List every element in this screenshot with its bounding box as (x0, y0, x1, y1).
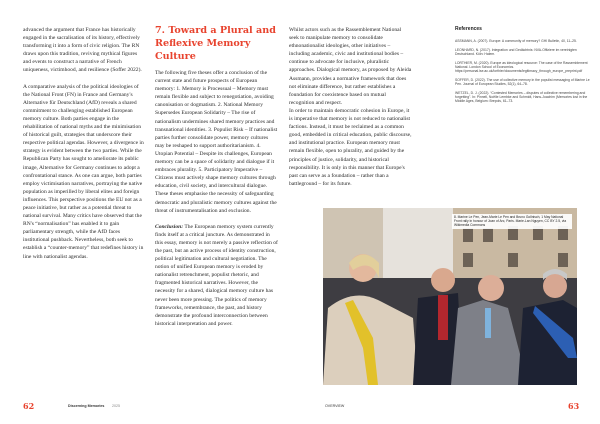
page-number-right: 63 (568, 401, 580, 411)
issue-label: 2025 (112, 404, 120, 408)
theses-paragraph (155, 69, 278, 215)
rally-photo (323, 208, 577, 385)
right-text-column (289, 26, 412, 196)
page-number-left: 62 (23, 401, 35, 411)
publication-name: Discerning Memories (68, 404, 105, 408)
reference-item: LEONHARD, N. (2017). Integration und Gedächtnis: NVA-Offiziere im vereinigten Deutschland. Köln: Halem. (455, 47, 577, 57)
paragraph: Whilst actors such as the Rassemblement National seek to manipulate memory to consolidate ethnonationalist ideologies, other initiatives – including academic, civic and institutional bodies – continue to advocate for inclusive, pluralistic approaches. Dialogical memory, as proposed by Aleida Assmann, provides a normative framework that does not eliminate difference, but rather establishes a foundation for coexistence based on mutual recognition and respect. (289, 27, 412, 106)
reference-item: SOFFER, D. (2022). The use of collective memory in the populist messaging of Marine Le Pen. Journal of European Studies, 52(1), 64–78. (455, 77, 590, 87)
reference-item: ASSMANN, A. (2007). Europe: A community of memory? GHI Bulletin, 40, 11–25. (455, 39, 577, 44)
reference-item: LORTHIER, M. (2020). Europe as ideological resource: The case of the Rassemblement National. London School of Economics. https://personal.lse.ac.uk/lorthier/documents/legitimacy_through_europe_preprint.pdf (455, 60, 588, 74)
paragraph: advanced the argument that France has historically engaged in the sacralisation of its history, effectively transforming it into a form of civic religion. The RN draws upon this tradition, reviving mythical figures and events to construct a narrative of French uniqueness, victimhood, and resilience (Soffer 2022). (23, 27, 142, 74)
middle-text-column (155, 24, 278, 336)
paragraph: A comparative analysis of the political ideologies of the National Front (FN) in France and Germany's Alternative für Deutschland (AfD) reveals a shared commitment to challenging established European memory culture. Both parties engage in the rehabilitation of national myths and the minimisation of historical guilt, strategies that underscore their respective political agendas. However, a divergence in strategy is evident between the two parties. While the Republican Party has sought to ameliorate its public image, Alternative for Germany continues to adopt a confrontational stance. As one can argue, both parties employ victimisation narratives, portraying the native population as imperilled by liberal elites and foreign influences. This perspective positions the EU not as a peace initiative, but rather as a potential threat to national survival. Many critics have observed that the RN's “normalisation” has enabled it to gain parliamentary strength, while the AfD faces institutional pushback. Nevertheless, both seek to establish a “counter-memory” that redefines history in line with nationalist agendas. (23, 83, 144, 260)
references-section (455, 27, 590, 108)
conclusion-paragraph (155, 223, 278, 328)
references-title: References (455, 26, 482, 32)
theses-summary: These theses emphasise the necessity of safeguarding democratic and pluralistic memory cultures against the threat of instrumentalisation and exclusion. (155, 191, 277, 214)
theses-text: The following five theses offer a conclusion of the current state and future prospects of European memory: 1. Memory is Processual – Memory must remain flexible and subject to renegotiation, avoiding canonisation or dogmatism. 2. National Memory Supersedes European Solidarity – The rise of nationalism undermines shared memory practices and transnational identities. 3. Populist Risk – If nationalist parties further consolidate power, memory cultures may be reshaped to support authoritarianism. 4. Utopian Potential – Despite its challenges, European memory can be a space of solidarity and dialogue if it embraces plurality. 5. Participatory Imperative – Citizens must actively shape memory cultures through education, civil society, and intercultural dialogue. (155, 70, 278, 190)
section-heading: 7. Toward a Plural and Reflexive Memory Culture (155, 25, 276, 62)
paragraph: In order to maintain democratic cohesion in Europe, it is imperative that memory is not reduced to nationalist factions. Instead, it must be reclaimed as a common good, embedded in critical education, public discourse, and institutional practice. European memory must remain flexible, open to plurality, and guided by the principles of justice, solidarity, and historical responsibility. It is only in this manner that Europe's past can serve as a foundation – rather than a battleground – for its future. (289, 107, 412, 187)
reference-item: WETZEL, D. J. (2022). “Contested Memories – disputes of collective remembering and forgetting”. In: Pinnell, Noëlle Lembke and Schmidt, Hans-Joachim (Memories lost in the Middle Ages, Belgium: Brepols, 61–73. (455, 90, 588, 104)
conclusion-text: The European memory system currently finds itself at a critical juncture. As demonstrated in this essay, memory is not merely a passive reflection of the past, but an active process of identity construction, political legitimation and cultural negotiation. The notion of unified European memory is eroded by nationalist retrenchment, populist rhetoric, and fragmented historical narratives. However, the necessity for a shared, dialogical memory culture has never been more pressing. The politics of memory frameworks, remembrance, the past, and history demonstrate the profound interconnection between historical interpretation and power. (155, 223, 278, 327)
left-text-column (23, 26, 146, 269)
conclusion-label: Conclusion: (155, 223, 184, 230)
figure-caption: 8. Marine Le Pen, Jean-Marie Le Pen and Bruno Gollnisch, 1 May National Front rally in honour of Joan of Arc, Paris. Marie-Lan Nguyen, CC BY 2.5, via Wikimedia Commons (452, 214, 572, 229)
section-label: OVERVIEW (325, 404, 345, 408)
